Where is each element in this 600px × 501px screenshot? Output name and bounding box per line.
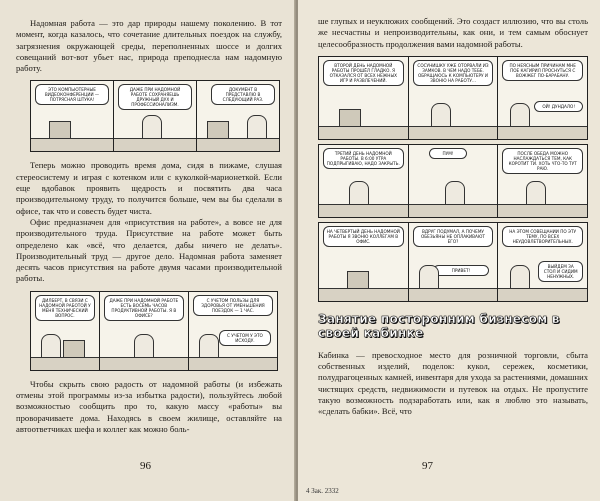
comic-panel [498,145,587,217]
left-page [0,0,296,501]
comic-panel [409,57,499,139]
comic-panel [319,57,409,139]
desk [319,126,408,139]
speech-bubble: ПОСЛЕ ОБЕДА МОЖНО НАСЛАЖДАТЬСЯ ТЕМ, КАК КОРОТИТ ТИ. ХОТЬ ЧТО-ТО ТУТ РАЮ. [502,148,583,174]
paragraph: Надомная работа — это дар природы нашему поколению. В тот момент, когда казалось, что сочетание длительных поездок на службу, загрязнения окружающей среды, переполненных шоссе и долгих совещаний вот-вот убьет нас, природа преподнесла нам надомную работу. [16,18,282,74]
comic-strip [318,222,588,302]
speech-bubble: С УЧЕТОМ ПОЛЬЗЫ ДЛЯ ЗДОРОВЬЯ ОТ УМЕНЬШЕНИЯ ПОЕЗДОК — 1 ЧАС. [193,295,273,316]
page-number: 97 [422,460,433,472]
desk [409,126,498,139]
speech-bubble: ДАЖЕ ПРИ НАДОМНОЙ РАБОТЕ СОХРАНЯЕШЬ ДРУЖНЫЙ ДУХ И ПРОФЕССИОНАЛИЗМ. [118,84,192,110]
paragraph: Чтобы скрыть свою радость от надомной работы (и избежать отмены этой программы из-за избытка радости), пользуйтесь любой возможностью сообщить про то, какую массу «работы» вы проворачиваете дома. Находясь в своем жилище, оставляйте на автоответчиках шефа и коллег как можно боль- [16,378,282,434]
speech-bubble: ДАЖЕ ПРИ НАДОМНОЙ РАБОТЕ ЕСТЬ ВОСЕМЬ ЧАСОВ ПРОДУКТИВНОЙ РАБОТЫ. Я В ОФИСЕ? [104,295,184,321]
speech-bubble: ТРЕТИЙ ДЕНЬ НАДОМНОЙ РАБОТЫ. В 6:00 УТРА ПОДПРЫГИВАЮ, НАДО ЗАКРЫТЬ. [323,148,404,169]
comic-panel [409,223,499,301]
computer-icon [49,121,71,139]
desk [498,126,587,139]
comic-panel [409,145,499,217]
desk [31,138,113,151]
comic-panel [100,292,189,370]
right-page [298,0,600,501]
desk [498,204,587,217]
paragraph: Кабинка — превосходное место для розничной торговли, сбыта собственных изделий, поделок: кукол, сережек, косметики, полудрагоценных камней, инвентаря для ухода за растениями, домашних чистящих средств, недвижимости и путевок на отдых. Не пропустите такую возможность подзаработать или, как я люблю это называть, «сделать бабки». Всё, что [318,349,588,417]
speech-bubble: ДОКУМЕНТ В ПРЕДСТАВЛЮ В СЛЕДУЮЩИЙ РАЗ. [211,84,275,105]
speech-bubble: ДИЛБЕРТ, В СВЯЗИ С НАДОМНОЙ РАБОТОЙ У МЕНЯ ТЕХНИЧЕСКИЙ ВОПРОС. [35,295,95,321]
speech-bubble: НА ЧЕТВЕРТЫЙ ДЕНЬ НАДОМНОЙ РАБОТЫ Я ЗВОНЮ КОЛЛЕГАМ В ОФИС. [323,226,404,247]
comic-panel [197,81,279,151]
paragraph: ше глупых и неуклюжих сообщений. Это создаст иллюзию, что вы столь же несчастны и непроизводительны, как они, и тем самым обоснует целесообразность продолжения вами надомной работы. [318,16,588,49]
speech-bubble: ВДРУГ ПОДУМАЛ, А ПОЧЕМУ ОБЕЗЬЯНЫ НЕ ОПЛАКИВАЮТ ЕГО? [413,226,494,247]
speech-bubble: С УЧЕТОМ У ЭТО ИСХОДУ. [219,330,271,346]
comic-panel [189,292,277,370]
comic-panel [31,81,114,151]
speech-bubble: НА ЭТОМ СОВЕЩАНИИ ПО ЭТУ ТЕМУ, ПО ВСЕХ НЕУДОВЛЕТВОРИТЕЛЬНЫХ. [502,226,583,247]
speech-bubble: СОСУНИШКУ УЖЕ ОТОРВАЛИ ИЗ ЗАМКОВ. В ЧЕМ НАДО ТЕБЕ. ОБРАЩАЮСЬ К КОМПЬЮТЕРУ И ЗВОНЮ НА РАБОТУ... [413,60,494,86]
desk [498,288,587,301]
desk [319,204,408,217]
comic-panel [319,223,409,301]
desk [409,204,498,217]
computer-icon [207,121,229,139]
print-order-note: 4 Зак. 2332 [306,487,339,495]
speech-bubble: ПРИВЕТ! [433,265,490,276]
comic-strip [318,144,588,218]
desk [114,138,196,151]
computer-icon [63,340,85,358]
speech-bubble: ЭТО КОМПЬЮТЕРНЫЕ ВИДЕОКОНФЕРЕНЦИИ — ПОТРЯСНАЯ ШТУКА! [35,84,109,105]
desk [189,357,277,370]
computer-icon [347,271,369,289]
comic-panel [114,81,197,151]
speech-bubble: ПО НЕЯСНЫМ ПРИЧИНАМ МНЕ ПОЕ КАГИРИЛ ПРОСНУТЬСЯ С ВОЖЖЕГ ПО-БАРАБАНУ. [502,60,583,81]
section-heading: Занятие посторонним бизнесом в своей кабинке [318,311,560,340]
speech-bubble: ПУМ! [429,148,468,159]
comic-strip [30,80,280,152]
comic-strip [318,56,588,140]
computer-icon [339,109,361,127]
desk [319,288,408,301]
desk [100,357,188,370]
desk [409,288,498,301]
speech-bubble: ВЫЙДЕМ ЗА СТОЛ И СИДИМ НЕНУЖНЫХ. [538,261,583,282]
comic-panel [498,223,587,301]
comic-strip [30,291,278,371]
comic-panel [31,292,100,370]
paragraph: Офис предназначен для «присутствия на работе», а вовсе не для производительного труда. Присутствие на работе может быть определено как «всё, что делается, дабы ничего не делать». Производительный труд — другое дело. Надомная работа заменяет десять часов присутствия на работе двумя часами производительной работы. [16,216,282,284]
comic-panel [319,145,409,217]
speech-bubble: ОЙ! ДУНДАЛО! [534,101,583,112]
speech-bubble: ВТОРОЙ ДЕНЬ НАДОМНОЙ РАБОТЫ ПРОШЁЛ ГЛАДКО. Я ОТКАЗАЛСЯ ОТ ВСЕХ НЕЖНЫХ ИГР И РАЗВЛЕЧЕНИЙ. [323,60,404,86]
page-number: 96 [140,460,151,472]
desk [31,357,99,370]
desk [197,138,279,151]
comic-panel [498,57,587,139]
paragraph: Теперь можно проводить время дома, сидя в пижаме, слушая стереосистему и играя с котенком или с куколкой-марионеткой. Если еще вдобавок проявить щедрость и посвятить два часа производительному труду, то получится больше, чем вы бы сделали в офисе, так что и совесть будет чиста. [16,160,282,216]
